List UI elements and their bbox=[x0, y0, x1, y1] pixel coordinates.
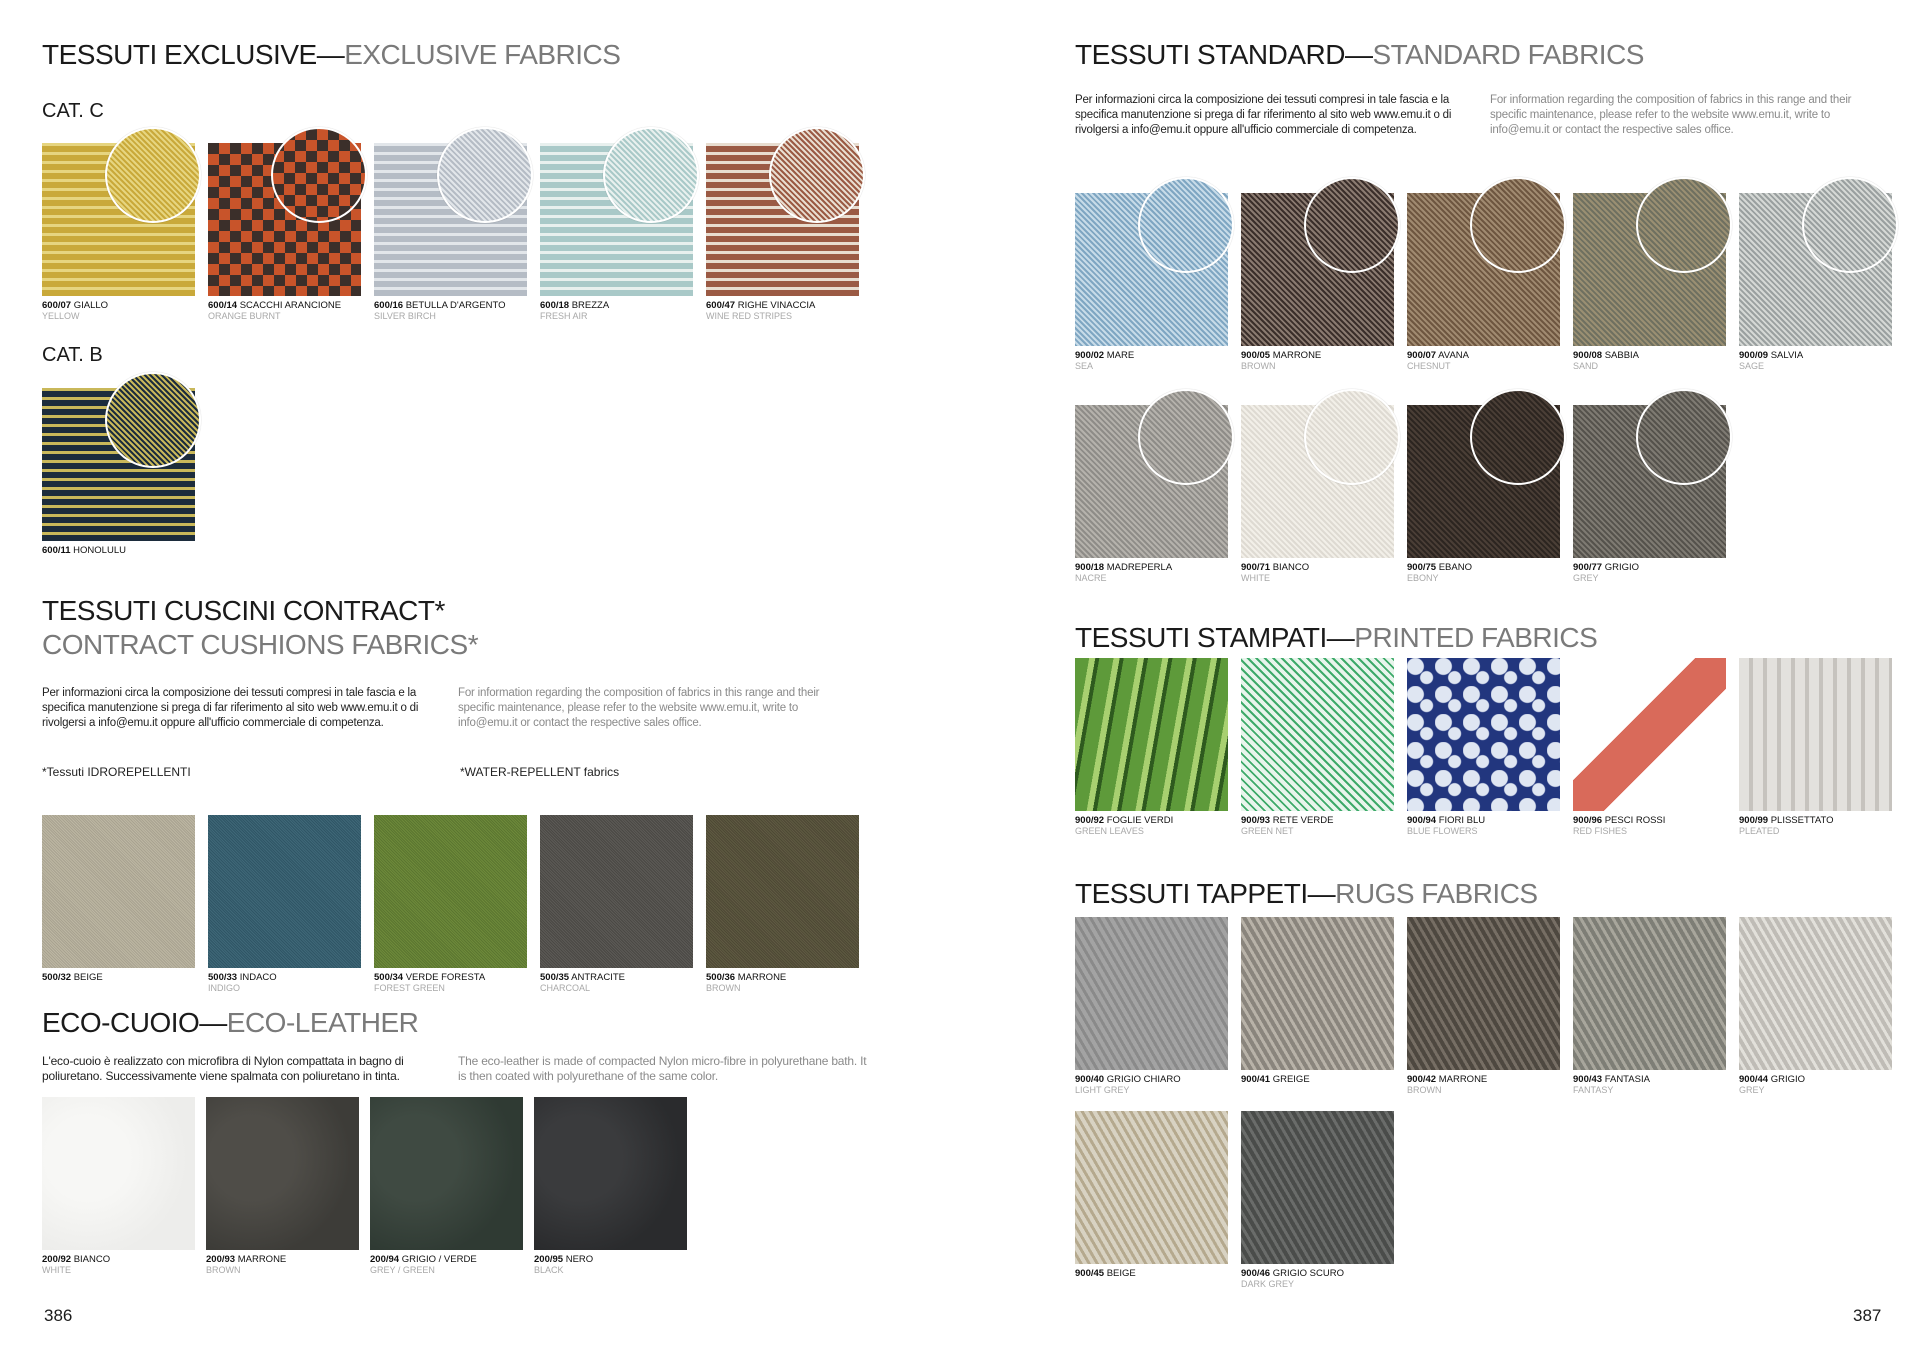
fabric-caption bbox=[374, 972, 485, 993]
fabric-code: 200/93 bbox=[206, 1254, 236, 1265]
fabric-code: 900/45 bbox=[1075, 1268, 1105, 1279]
fabric-code: 900/42 bbox=[1407, 1074, 1437, 1085]
fabric-texture bbox=[1241, 1111, 1394, 1264]
fabric-name: MARRONE bbox=[1270, 350, 1322, 361]
fabric-caption bbox=[1573, 815, 1665, 836]
fabric-caption bbox=[534, 1254, 593, 1275]
rugs-heading bbox=[1075, 877, 1538, 911]
standard-swatch bbox=[1075, 405, 1228, 583]
fabric-name-en: FANTASY bbox=[1573, 1085, 1614, 1095]
cushion-swatch bbox=[208, 815, 361, 993]
exclusive-c-swatch bbox=[374, 143, 527, 321]
printed-swatch bbox=[1407, 658, 1560, 836]
fabric-name: FIORI BLU bbox=[1436, 815, 1486, 826]
fabric-code: 600/18 bbox=[540, 300, 570, 311]
fabric-code: 900/43 bbox=[1573, 1074, 1603, 1085]
fabric-name: INDACO bbox=[237, 972, 277, 983]
fabric-zoom-circle bbox=[1138, 177, 1234, 273]
fabric-name: MARRONE bbox=[735, 972, 787, 983]
fabric-texture bbox=[1739, 917, 1892, 1070]
fabric-name: GRIGIO bbox=[1602, 562, 1640, 573]
eco-title-it: ECO-CUOIO bbox=[42, 1007, 200, 1038]
fabric-code: 900/71 bbox=[1241, 562, 1271, 573]
exclusive-title-it: TESSUTI EXCLUSIVE bbox=[42, 39, 317, 70]
fabric-name-en: GREY / GREEN bbox=[370, 1265, 435, 1275]
exclusive-c-swatch bbox=[706, 143, 859, 321]
fabric-zoom-circle bbox=[1636, 177, 1732, 273]
rugs-title-it: TESSUTI TAPPETI bbox=[1075, 878, 1308, 909]
fabric-code: 900/40 bbox=[1075, 1074, 1105, 1085]
standard-swatch bbox=[1241, 405, 1394, 583]
fabric-caption bbox=[1075, 815, 1173, 836]
fabric-caption bbox=[42, 300, 108, 321]
fabric-name-en: BROWN bbox=[1407, 1085, 1442, 1095]
fabric-texture bbox=[208, 815, 361, 968]
fabric-code: 900/41 bbox=[1241, 1074, 1271, 1085]
fabric-code: 500/32 bbox=[42, 972, 72, 983]
standard-swatch bbox=[1407, 405, 1560, 583]
fabric-zoom-circle bbox=[105, 372, 201, 468]
fabric-name-en: FRESH AIR bbox=[540, 311, 588, 321]
fabric-zoom-circle bbox=[105, 127, 201, 223]
fabric-caption bbox=[370, 1254, 477, 1275]
fabric-code: 900/18 bbox=[1075, 562, 1105, 573]
fabric-name: MADREPERLA bbox=[1104, 562, 1173, 573]
fabric-name: SALVIA bbox=[1768, 350, 1804, 361]
fabric-zoom-circle bbox=[603, 127, 699, 223]
fabric-caption bbox=[42, 1254, 110, 1275]
fabric-caption bbox=[1241, 562, 1309, 583]
fabric-caption bbox=[206, 1254, 286, 1275]
standard-swatch bbox=[1407, 193, 1560, 371]
fabric-zoom-circle bbox=[271, 127, 367, 223]
fabric-code: 900/75 bbox=[1407, 562, 1437, 573]
fabric-zoom-circle bbox=[1304, 177, 1400, 273]
fabric-name-en: DARK GREY bbox=[1241, 1279, 1295, 1289]
eco-paragraph-en: The eco-leather is made of compacted Nylon micro-fibre in polyurethane bath. It is then coated with polyurethane of the same color. bbox=[458, 1054, 867, 1083]
fabric-caption bbox=[540, 300, 609, 321]
fabric-caption bbox=[1407, 562, 1472, 583]
page-number-left: 386 bbox=[44, 1306, 73, 1325]
fabric-name-en: YELLOW bbox=[42, 311, 80, 321]
fabric-caption bbox=[1241, 350, 1321, 371]
standard-swatch bbox=[1573, 193, 1726, 371]
fabric-name-en: WINE RED STRIPES bbox=[706, 311, 793, 321]
fabric-name-en: LIGHT GREY bbox=[1075, 1085, 1130, 1095]
printed-heading bbox=[1075, 621, 1597, 655]
rug-swatch bbox=[1407, 917, 1560, 1095]
fabric-code: 900/93 bbox=[1241, 815, 1271, 826]
fabric-name: SABBIA bbox=[1602, 350, 1640, 361]
rug-swatch bbox=[1241, 1111, 1394, 1289]
fabric-caption bbox=[208, 300, 341, 321]
eco-leather-swatch bbox=[206, 1097, 359, 1275]
cat-b-label: CAT. B bbox=[42, 344, 103, 366]
cushions-note-it: *Tessuti IDROREPELLENTI bbox=[42, 765, 191, 779]
fabric-name: GRIGIO bbox=[1768, 1074, 1806, 1085]
fabric-caption bbox=[1739, 815, 1834, 836]
fabric-code: 500/35 bbox=[540, 972, 570, 983]
eco-title-en: ECO-LEATHER bbox=[226, 1007, 419, 1038]
fabric-caption bbox=[42, 972, 103, 983]
fabric-texture bbox=[370, 1097, 523, 1250]
fabric-name: BEIGE bbox=[1104, 1268, 1136, 1279]
fabric-name: MARE bbox=[1104, 350, 1135, 361]
fabric-name: PESCI ROSSI bbox=[1602, 815, 1666, 826]
fabric-texture bbox=[706, 815, 859, 968]
exclusive-dash: — bbox=[316, 39, 345, 70]
fabric-name: FOGLIE VERDI bbox=[1104, 815, 1174, 826]
standard-heading bbox=[1075, 38, 1644, 72]
fabric-caption bbox=[1573, 562, 1639, 583]
fabric-name-en: GREEN NET bbox=[1241, 826, 1294, 836]
fabric-texture bbox=[1241, 917, 1394, 1070]
fabric-texture bbox=[206, 1097, 359, 1250]
standard-dash: — bbox=[1344, 39, 1373, 70]
fabric-texture bbox=[1573, 658, 1726, 811]
printed-swatch bbox=[1241, 658, 1394, 836]
fabric-caption bbox=[1739, 350, 1803, 371]
standard-swatch bbox=[1573, 405, 1726, 583]
fabric-code: 900/92 bbox=[1075, 815, 1105, 826]
fabric-name: MARRONE bbox=[1436, 1074, 1488, 1085]
fabric-caption bbox=[1739, 1074, 1805, 1095]
rug-swatch bbox=[1075, 917, 1228, 1095]
fabric-name: GRIGIO SCURO bbox=[1270, 1268, 1344, 1279]
fabric-name-en: EBONY bbox=[1407, 573, 1439, 583]
fabric-caption bbox=[1573, 1074, 1650, 1095]
fabric-code: 900/77 bbox=[1573, 562, 1603, 573]
fabric-code: 900/08 bbox=[1573, 350, 1603, 361]
printed-swatch bbox=[1739, 658, 1892, 836]
fabric-name-en: INDIGO bbox=[208, 983, 241, 993]
fabric-name-en: SAGE bbox=[1739, 361, 1765, 371]
standard-title-en: STANDARD FABRICS bbox=[1372, 39, 1644, 70]
exclusive-heading bbox=[42, 38, 620, 72]
fabric-caption bbox=[1241, 1074, 1310, 1085]
fabric-name-en: ORANGE BURNT bbox=[208, 311, 281, 321]
fabric-name-en: BROWN bbox=[706, 983, 741, 993]
cat-c-label: CAT. C bbox=[42, 100, 104, 122]
right-page bbox=[960, 0, 1920, 1358]
fabric-name-en: RED FISHES bbox=[1573, 826, 1628, 836]
eco-leather-swatch bbox=[42, 1097, 195, 1275]
rug-swatch bbox=[1573, 917, 1726, 1095]
fabric-caption bbox=[1075, 562, 1172, 583]
fabric-texture bbox=[374, 815, 527, 968]
fabric-name: SCACCHI ARANCIONE bbox=[237, 300, 342, 311]
fabric-caption bbox=[540, 972, 625, 993]
fabric-texture bbox=[1075, 917, 1228, 1070]
fabric-name: GIALLO bbox=[71, 300, 109, 311]
fabric-name: BIANCO bbox=[71, 1254, 111, 1265]
exclusive-c-swatch bbox=[540, 143, 693, 321]
fabric-name: BEIGE bbox=[71, 972, 103, 983]
fabric-code: 900/07 bbox=[1407, 350, 1437, 361]
fabric-name-en: PLEATED bbox=[1739, 826, 1780, 836]
standard-swatch bbox=[1241, 193, 1394, 371]
standard-paragraph-en: For information regarding the composition of fabrics in this range and their specific maintenance, please refer to the website www.emu.it, write to info@emu.it or contact the respective sales office. bbox=[1490, 94, 1852, 136]
printed-title-it: TESSUTI STAMPATI bbox=[1075, 622, 1327, 653]
fabric-caption bbox=[1241, 1268, 1344, 1289]
fabric-name: GREIGE bbox=[1270, 1074, 1310, 1085]
fabric-zoom-circle bbox=[1138, 389, 1234, 485]
fabric-code: 600/47 bbox=[706, 300, 736, 311]
fabric-code: 600/14 bbox=[208, 300, 238, 311]
fabric-texture bbox=[534, 1097, 687, 1250]
cushion-swatch bbox=[42, 815, 195, 983]
standard-title-it: TESSUTI STANDARD bbox=[1075, 39, 1345, 70]
fabric-code: 900/05 bbox=[1241, 350, 1271, 361]
fabric-name-en: WHITE bbox=[42, 1265, 71, 1275]
fabric-caption bbox=[1573, 350, 1639, 371]
fabric-caption bbox=[374, 300, 506, 321]
fabric-name: RIGHE VINACCIA bbox=[735, 300, 816, 311]
rug-swatch bbox=[1739, 917, 1892, 1095]
fabric-caption bbox=[1407, 1074, 1487, 1095]
fabric-name-en: FOREST GREEN bbox=[374, 983, 445, 993]
fabric-code: 200/92 bbox=[42, 1254, 72, 1265]
fabric-name-en: BLACK bbox=[534, 1265, 564, 1275]
fabric-name: AVANA bbox=[1436, 350, 1469, 361]
fabric-name-en: BROWN bbox=[206, 1265, 241, 1275]
fabric-zoom-circle bbox=[769, 127, 865, 223]
fabric-name: BREZZA bbox=[569, 300, 610, 311]
fabric-texture bbox=[1739, 658, 1892, 811]
fabric-code: 900/96 bbox=[1573, 815, 1603, 826]
standard-swatch bbox=[1075, 193, 1228, 371]
fabric-code: 200/95 bbox=[534, 1254, 564, 1265]
fabric-name: GRIGIO / VERDE bbox=[399, 1254, 477, 1265]
fabric-name: ANTRACITE bbox=[569, 972, 626, 983]
fabric-code: 500/33 bbox=[208, 972, 238, 983]
fabric-name-en: GREEN LEAVES bbox=[1075, 826, 1144, 836]
fabric-texture bbox=[1407, 917, 1560, 1070]
fabric-texture bbox=[42, 815, 195, 968]
cushion-swatch bbox=[374, 815, 527, 993]
exclusive-c-swatch bbox=[208, 143, 361, 321]
fabric-name-en: SEA bbox=[1075, 361, 1094, 371]
fabric-code: 900/99 bbox=[1739, 815, 1769, 826]
fabric-name-en: NACRE bbox=[1075, 573, 1107, 583]
rug-swatch bbox=[1075, 1111, 1228, 1279]
fabric-code: 600/11 bbox=[42, 545, 71, 556]
cushions-paragraph-en: For information regarding the composition of fabrics in this range and their specific maintenance, please refer to the website www.emu.it, write to info@emu.it or contact the respective sales office. bbox=[458, 687, 820, 729]
fabric-zoom-circle bbox=[1304, 389, 1400, 485]
fabric-name-en: BROWN bbox=[1241, 361, 1276, 371]
cushion-swatch bbox=[540, 815, 693, 993]
fabric-caption bbox=[1075, 1074, 1181, 1095]
fabric-name: BETULLA D'ARGENTO bbox=[403, 300, 506, 311]
fabric-name-en: CHARCOAL bbox=[540, 983, 591, 993]
printed-swatch bbox=[1075, 658, 1228, 836]
exclusive-b-swatch bbox=[42, 388, 195, 556]
eco-leather-swatch bbox=[370, 1097, 523, 1275]
fabric-caption bbox=[1075, 350, 1134, 371]
fabric-code: 900/09 bbox=[1739, 350, 1769, 361]
exclusive-c-swatch bbox=[42, 143, 195, 321]
fabric-name-en: SILVER BIRCH bbox=[374, 311, 436, 321]
fabric-name: HONOLULU bbox=[70, 545, 126, 556]
fabric-texture bbox=[1573, 917, 1726, 1070]
fabric-zoom-circle bbox=[1802, 177, 1898, 273]
fabric-zoom-circle bbox=[1470, 389, 1566, 485]
fabric-zoom-circle bbox=[1636, 389, 1732, 485]
fabric-name: NERO bbox=[563, 1254, 594, 1265]
fabric-name-en: BLUE FLOWERS bbox=[1407, 826, 1478, 836]
eco-paragraph-it: L'eco-cuoio è realizzato con microfibra di Nylon compattata in bagno di poliuretano. Successivamente viene spalmata con poliuretano in tinta. bbox=[42, 1054, 404, 1083]
fabric-name: EBANO bbox=[1436, 562, 1472, 573]
fabric-name-en: GREY bbox=[1573, 573, 1599, 583]
fabric-name-en: GREY bbox=[1739, 1085, 1765, 1095]
fabric-name: BIANCO bbox=[1270, 562, 1310, 573]
cushions-heading-en: CONTRACT CUSHIONS FABRICS* bbox=[42, 629, 479, 660]
fabric-code: 500/36 bbox=[706, 972, 736, 983]
fabric-texture bbox=[1075, 658, 1228, 811]
fabric-texture bbox=[1241, 658, 1394, 811]
eco-heading bbox=[42, 1006, 418, 1040]
printed-title-en: PRINTED FABRICS bbox=[1354, 622, 1598, 653]
fabric-code: 600/07 bbox=[42, 300, 72, 311]
eco-dash: — bbox=[199, 1007, 227, 1038]
fabric-code: 500/34 bbox=[374, 972, 404, 983]
fabric-name: GRIGIO CHIARO bbox=[1104, 1074, 1181, 1085]
page-number-right: 387 bbox=[1853, 1306, 1882, 1325]
fabric-texture bbox=[1407, 658, 1560, 811]
fabric-caption bbox=[706, 972, 786, 993]
fabric-zoom-circle bbox=[437, 127, 533, 223]
fabric-code: 600/16 bbox=[374, 300, 404, 311]
cushion-swatch bbox=[706, 815, 859, 993]
fabric-code: 200/94 bbox=[370, 1254, 400, 1265]
fabric-name-en: CHESNUT bbox=[1407, 361, 1451, 371]
fabric-caption bbox=[208, 972, 277, 993]
fabric-name-en: SAND bbox=[1573, 361, 1599, 371]
fabric-name: MARRONE bbox=[235, 1254, 287, 1265]
eco-leather-swatch bbox=[534, 1097, 687, 1275]
cushions-paragraph-it: Per informazioni circa la composizione dei tessuti compresi in tale fascia e la specifica manutenzione si prega di far riferimento al sito web www.emu.it o di rivolgersi a info@emu.it oppure all'ufficio commerciale di competenza. bbox=[42, 687, 419, 729]
fabric-name: RETE VERDE bbox=[1270, 815, 1334, 826]
fabric-code: 900/46 bbox=[1241, 1268, 1271, 1279]
fabric-code: 900/94 bbox=[1407, 815, 1437, 826]
fabric-name: PLISSETTATO bbox=[1768, 815, 1834, 826]
standard-paragraph-it: Per informazioni circa la composizione dei tessuti compresi in tale fascia e la specifica manutenzione si prega di far riferimento al sito web www.emu.it o di rivolgersi a info@emu.it oppure all'ufficio commerciale di competenza. bbox=[1075, 94, 1452, 136]
fabric-caption bbox=[1407, 815, 1485, 836]
standard-swatch bbox=[1739, 193, 1892, 371]
fabric-caption bbox=[706, 300, 815, 321]
fabric-caption bbox=[1075, 1268, 1136, 1279]
fabric-caption bbox=[1407, 350, 1469, 371]
fabric-texture bbox=[42, 1097, 195, 1250]
fabric-zoom-circle bbox=[1470, 177, 1566, 273]
printed-swatch bbox=[1573, 658, 1726, 836]
fabric-code: 900/44 bbox=[1739, 1074, 1769, 1085]
rugs-title-en: RUGS FABRICS bbox=[1335, 878, 1538, 909]
fabric-name: VERDE FORESTA bbox=[403, 972, 486, 983]
fabric-texture bbox=[540, 815, 693, 968]
fabric-caption bbox=[42, 545, 126, 556]
cushions-note-en: *WATER-REPELLENT fabrics bbox=[460, 765, 620, 779]
fabric-name: FANTASIA bbox=[1602, 1074, 1650, 1085]
fabric-caption bbox=[1241, 815, 1333, 836]
fabric-name-en: WHITE bbox=[1241, 573, 1270, 583]
fabric-texture bbox=[1075, 1111, 1228, 1264]
rug-swatch bbox=[1241, 917, 1394, 1085]
exclusive-title-en: EXCLUSIVE FABRICS bbox=[344, 39, 621, 70]
printed-dash: — bbox=[1326, 622, 1355, 653]
rugs-dash: — bbox=[1307, 878, 1336, 909]
cushions-heading-it: TESSUTI CUSCINI CONTRACT* bbox=[42, 595, 445, 626]
fabric-code: 900/02 bbox=[1075, 350, 1105, 361]
